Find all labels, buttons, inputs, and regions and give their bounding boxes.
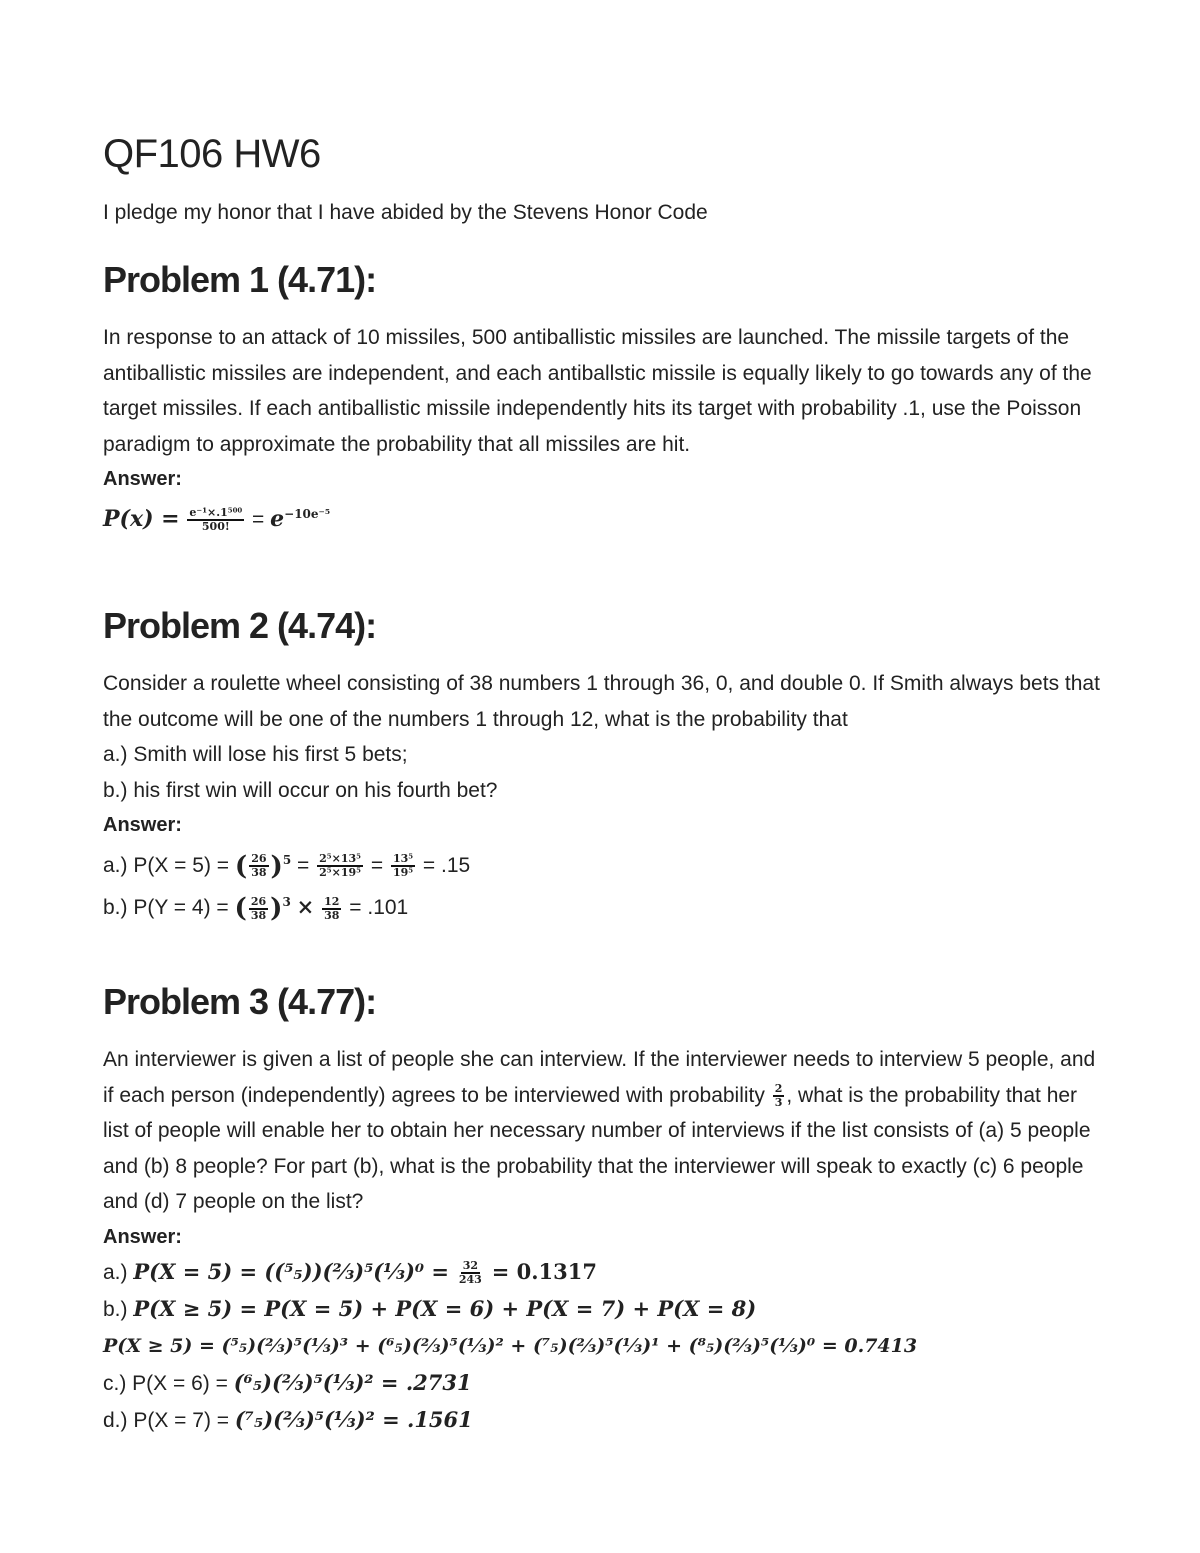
p2a-frac3 <box>391 853 415 879</box>
p2b-frac2-den: 38 <box>324 908 340 922</box>
p3b-expr: P(X ≥ 5) = P(X = 5) + P(X = 6) + P(X = 7) + P(X = 8) <box>133 1295 757 1321</box>
p3b-label: b.) <box>103 1297 128 1321</box>
p1-fraction-num: e⁻¹×.1⁵⁰⁰ <box>189 506 243 520</box>
p3a-result: = 0.1317 <box>491 1258 597 1284</box>
problem-2-section <box>103 604 1103 927</box>
problem-3-section <box>103 980 1103 1439</box>
p3-prob-frac-den: 3 <box>774 1095 783 1109</box>
p2a-exp: 5 <box>282 853 292 867</box>
problem-3-answer-a <box>103 1254 1103 1291</box>
problem-1-heading: Problem 1 (4.71): <box>103 259 377 300</box>
p2a-eq2: = <box>370 854 384 877</box>
p2b-frac2-num: 12 <box>324 894 340 908</box>
p3c-expr: (⁶₅)(⅔)⁵(⅓)² = .2731 <box>233 1369 472 1395</box>
p2b-frac2 <box>322 896 341 922</box>
problem-3-answer-label: Answer: <box>103 1225 182 1248</box>
p2a-frac2 <box>317 853 363 879</box>
p3d-label: d.) P(X = 7) = <box>103 1408 230 1432</box>
p2a-frac1-den: 38 <box>251 866 267 880</box>
p3d-expr: (⁷₅)(⅔)⁵(⅓)² = .1561 <box>234 1406 473 1432</box>
p1-fraction <box>187 507 244 533</box>
p3a-frac-num: 32 <box>462 1258 479 1272</box>
p1-lhs: P(x) = <box>103 506 180 532</box>
p2b-frac1-den: 38 <box>250 908 267 922</box>
page-title: QF106 HW6 <box>103 132 321 176</box>
page <box>103 130 1103 538</box>
p3c-label: c.) P(X = 6) = <box>103 1371 228 1395</box>
problem-1-answer <box>103 496 1103 538</box>
p3-text-after: , what is the probability that her list of people will enable her to obtain her necessary number of interviews if the list consists of (a) 5 people and (b) 8 people? For part (b), what is the probability that the interviewer will speak to exactly (c) 6 people and (d) 7 people on the list? <box>103 1083 1091 1213</box>
p1-rhs-exp: −10e⁻⁵ <box>284 507 331 521</box>
problem-2-question-b: b.) his first win will occur on his fourth bet? <box>103 778 498 802</box>
problem-2-answer-a: a.) P(X = 5) = ( $\frac{26}{38}$ )$^5$ = $\frac{\text{2⁵×13⁵}}{\text{2⁵×19⁵}}$ = $\frac{\text{13⁵}}{\text{19⁵}}$ = .15 <box>103 851 471 882</box>
problem-1-answer-label: Answer: <box>103 468 182 490</box>
p2b-result: = .101 <box>349 896 409 920</box>
problem-3-heading: Problem 3 (4.77): <box>103 981 377 1022</box>
p2b-prefix: b.) P(Y = 4) = <box>103 896 229 920</box>
p2b-exp: 3 <box>282 895 291 910</box>
p3-prob-frac <box>773 1083 785 1109</box>
problem-2-heading: Problem 2 (4.74): <box>103 605 377 646</box>
p3a-frac <box>457 1260 484 1286</box>
p2a-frac3-num: 13⁵ <box>392 852 414 866</box>
p3-prob-frac-num: 2 <box>774 1081 783 1095</box>
problem-3-answer-d <box>103 1402 1103 1439</box>
honor-pledge: I pledge my honor that I have abided by the Stevens Honor Code <box>103 201 708 224</box>
problem-2-text: Consider a roulette wheel consisting of 38 numbers 1 through 36, 0, and double 0. If Smith always bets that the outcome will be one of the numbers 1 through 12, what is the probability that <box>103 672 1100 731</box>
p2a-eq1: = <box>297 854 310 877</box>
p3a-expr: P(X = 5) = ((⁵₅))(⅔)⁵(⅓)⁰ = <box>133 1258 450 1284</box>
problem-2-question-a: a.) Smith will lose his first 5 bets; <box>103 743 408 766</box>
p2b-times: × <box>296 894 315 920</box>
p2b-frac1 <box>249 896 268 922</box>
problem-3-text <box>103 1042 1103 1220</box>
problem-2-answer-b: b.) P(Y = 4) = ( $\frac{26}{38}$ )$^3$ × $\frac{12}{38}$ = .101 <box>103 893 409 924</box>
problem-3-answer-c <box>103 1365 1103 1402</box>
p2a-frac2-num: 2⁵×13⁵ <box>319 852 361 866</box>
p3a-label: a.) <box>103 1260 128 1284</box>
problem-3-answer-b <box>103 1291 1103 1328</box>
problem-3-answer-b2 <box>103 1328 1103 1365</box>
p2a-prefix: a.) P(X = 5) = <box>103 854 230 877</box>
p2a-frac1 <box>249 853 268 879</box>
p2a-frac1-num: 26 <box>251 852 267 866</box>
p3-text-before: An interviewer is given a list of people she can interview. If the interviewer needs to interview 5 people, and if each person (independently) agrees to be interviewed with probability <box>103 1048 1096 1107</box>
p1-fraction-den: 500! <box>201 520 230 534</box>
p2a-result: = .15 <box>422 854 471 877</box>
p1-rhs-base: e <box>270 506 285 532</box>
p2b-frac1-num: 26 <box>250 894 267 908</box>
p3b2-expr: P(X ≥ 5) = (⁵₅)(⅔)⁵(⅓)³ + (⁶₅)(⅔)⁵(⅓)² + (⁷₅)(⅔)⁵(⅓)¹ + (⁸₅)(⅔)⁵(⅓)⁰ = 0.7413 <box>103 1334 918 1357</box>
p2a-frac3-den: 19⁵ <box>392 866 414 880</box>
p1-equals: = <box>252 508 265 531</box>
p3a-frac-den: 243 <box>458 1272 482 1286</box>
p2a-frac2-den: 2⁵×19⁵ <box>319 866 361 880</box>
problem-2-answer-label: Answer: <box>103 814 182 836</box>
problem-1-text: In response to an attack of 10 missiles, 500 antiballistic missiles are launched. The missile targets of the antiballistic missiles are independent, and each antiballstic missile is equally likely to go towards any of the target missiles. If each antiballistic missile independently hits its target with probability .1, use the Poisson paradigm to approximate the probability that all missiles are hit. <box>103 326 1092 456</box>
